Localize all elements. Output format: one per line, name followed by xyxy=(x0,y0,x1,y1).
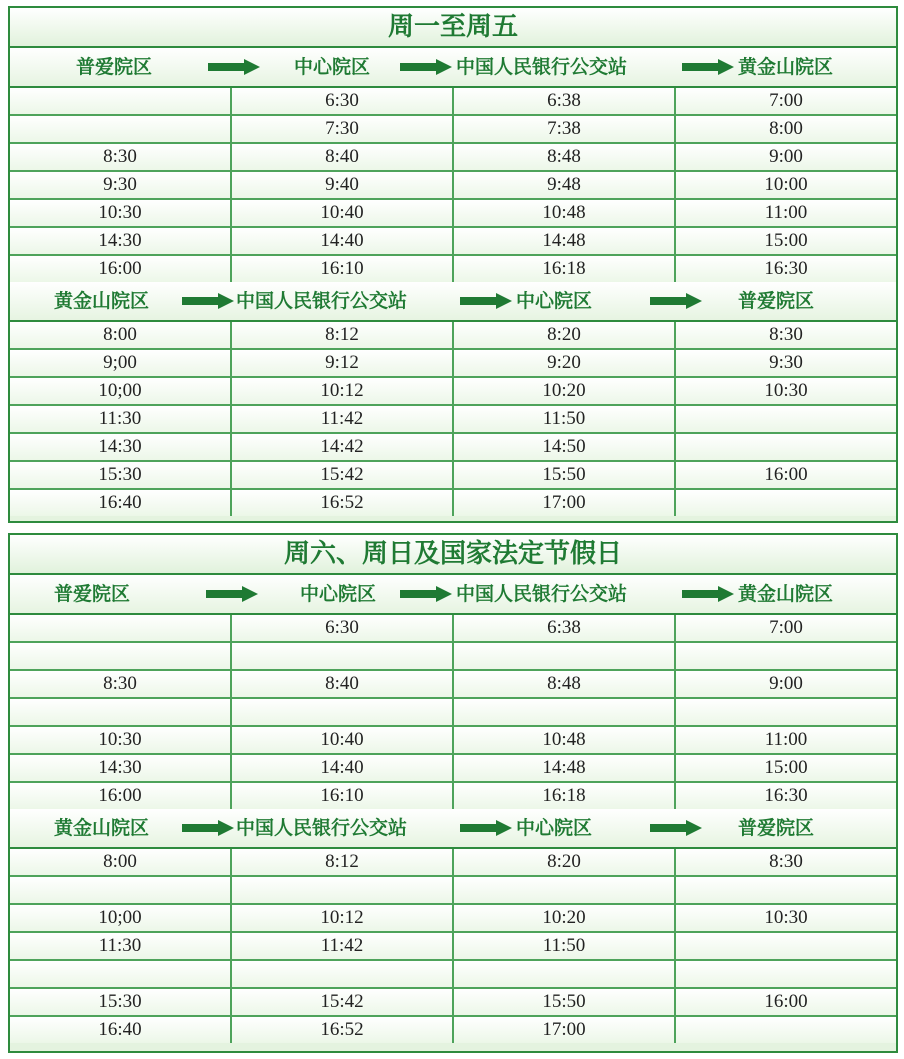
time-cell: 9:30 xyxy=(769,352,803,373)
time-cell: 16:30 xyxy=(764,785,808,806)
time-cell: 14:30 xyxy=(10,755,232,781)
table-row xyxy=(10,1017,896,1043)
arrow-right-icon xyxy=(682,59,734,75)
time-cell: 8:30 xyxy=(10,144,232,170)
time-cell: 14:48 xyxy=(454,228,676,254)
time-cell: 9:20 xyxy=(454,350,676,376)
route-stop: 中国人民银行公交站 xyxy=(236,817,408,839)
route-stop: 黄金山院区 xyxy=(738,583,834,605)
time-cell: 9:00 xyxy=(769,146,803,167)
time-cell xyxy=(232,643,454,669)
weekend-inbound-times xyxy=(10,849,896,1043)
time-cell: 8:00 xyxy=(769,118,803,139)
weekday-inbound-route-header xyxy=(10,282,896,322)
time-cell xyxy=(232,877,454,903)
time-cell: 7:38 xyxy=(454,116,676,142)
time-cell: 9:30 xyxy=(10,172,232,198)
time-cell: 16:00 xyxy=(10,783,232,809)
time-cell: 15:00 xyxy=(764,230,808,251)
time-cell: 6:30 xyxy=(232,88,454,114)
time-cell: 14:50 xyxy=(454,434,676,460)
table-row xyxy=(10,615,896,643)
time-cell: 10;00 xyxy=(10,905,232,931)
time-cell: 9:00 xyxy=(769,673,803,694)
time-cell: 10:40 xyxy=(232,727,454,753)
time-cell: 16:52 xyxy=(232,490,454,516)
arrow-right-icon xyxy=(182,293,234,309)
weekday-title: 周一至周五 xyxy=(10,8,896,48)
route-stop: 普爱院区 xyxy=(54,583,131,605)
time-cell: 8:30 xyxy=(769,324,803,345)
time-cell xyxy=(676,933,896,959)
time-cell: 11:00 xyxy=(764,729,808,750)
time-cell: 8:30 xyxy=(769,851,803,872)
time-cell: 14:42 xyxy=(232,434,454,460)
time-cell: 8:12 xyxy=(232,322,454,348)
time-cell: 14:48 xyxy=(454,755,676,781)
table-row xyxy=(10,727,896,755)
time-cell xyxy=(10,615,232,641)
time-cell: 8:00 xyxy=(10,849,232,875)
time-cell: 16:10 xyxy=(232,256,454,282)
time-cell xyxy=(232,699,454,725)
route-stop: 中国人民银行公交站 xyxy=(236,290,408,312)
time-cell: 11:42 xyxy=(232,933,454,959)
weekend-inbound-route-header xyxy=(10,809,896,849)
time-cell: 8:12 xyxy=(232,849,454,875)
time-cell xyxy=(676,406,896,432)
time-cell: 7:30 xyxy=(232,116,454,142)
time-cell: 10:00 xyxy=(764,174,808,195)
time-cell xyxy=(676,643,896,669)
time-cell: 8:48 xyxy=(454,144,676,170)
table-row xyxy=(10,490,896,516)
weekday-outbound-route-header xyxy=(10,48,896,88)
time-cell: 8:40 xyxy=(232,671,454,697)
time-cell: 6:38 xyxy=(454,88,676,114)
time-cell: 17:00 xyxy=(454,490,676,516)
time-cell: 9:48 xyxy=(454,172,676,198)
time-cell: 14:40 xyxy=(232,228,454,254)
time-cell: 10:48 xyxy=(454,200,676,226)
time-cell: 16:00 xyxy=(10,256,232,282)
table-row xyxy=(10,116,896,144)
weekday-schedule-panel xyxy=(8,6,898,523)
time-cell: 16:52 xyxy=(232,1017,454,1043)
table-row xyxy=(10,849,896,877)
time-cell: 10:12 xyxy=(232,905,454,931)
time-cell: 17:00 xyxy=(454,1017,676,1043)
arrow-right-icon xyxy=(208,59,260,75)
time-cell: 8:48 xyxy=(454,671,676,697)
arrow-right-icon xyxy=(682,586,734,602)
table-row xyxy=(10,256,896,282)
time-cell: 8:30 xyxy=(10,671,232,697)
table-row xyxy=(10,933,896,961)
route-stop: 中心院区 xyxy=(516,290,593,312)
table-row xyxy=(10,643,896,671)
table-row xyxy=(10,671,896,699)
table-row xyxy=(10,172,896,200)
time-cell xyxy=(10,699,232,725)
time-cell xyxy=(232,961,454,987)
table-row xyxy=(10,961,896,989)
time-cell: 10:30 xyxy=(10,727,232,753)
time-cell: 16:00 xyxy=(764,991,808,1012)
time-cell: 10:20 xyxy=(454,378,676,404)
arrow-right-icon xyxy=(400,59,452,75)
table-row xyxy=(10,144,896,172)
time-cell: 16:10 xyxy=(232,783,454,809)
route-stop: 中国人民银行公交站 xyxy=(456,56,628,78)
table-row xyxy=(10,88,896,116)
route-stop: 黄金山院区 xyxy=(738,56,834,78)
time-cell xyxy=(454,877,676,903)
time-cell: 16:18 xyxy=(454,783,676,809)
table-row xyxy=(10,228,896,256)
arrow-right-icon xyxy=(650,820,702,836)
time-cell: 10:12 xyxy=(232,378,454,404)
time-cell: 15:30 xyxy=(10,989,232,1015)
weekend-outbound-times xyxy=(10,615,896,809)
time-cell: 10:30 xyxy=(10,200,232,226)
weekend-holiday-schedule-panel xyxy=(8,533,898,1053)
table-row xyxy=(10,350,896,378)
time-cell xyxy=(676,1017,896,1043)
time-cell: 11:00 xyxy=(764,202,808,223)
time-cell: 15:42 xyxy=(232,989,454,1015)
route-stop: 中心院区 xyxy=(300,583,377,605)
table-row xyxy=(10,699,896,727)
time-cell: 6:38 xyxy=(454,615,676,641)
table-row xyxy=(10,989,896,1017)
time-cell: 7:00 xyxy=(769,90,803,111)
time-cell xyxy=(676,961,896,987)
table-row xyxy=(10,783,896,809)
time-cell: 15:30 xyxy=(10,462,232,488)
time-cell: 6:30 xyxy=(232,615,454,641)
time-cell: 9:40 xyxy=(232,172,454,198)
arrow-right-icon xyxy=(460,293,512,309)
arrow-right-icon xyxy=(206,586,258,602)
time-cell xyxy=(676,490,896,516)
time-cell: 9;00 xyxy=(10,350,232,376)
time-cell xyxy=(676,699,896,725)
route-stop: 黄金山院区 xyxy=(54,290,150,312)
arrow-right-icon xyxy=(460,820,512,836)
time-cell xyxy=(10,88,232,114)
time-cell xyxy=(454,961,676,987)
route-stop: 普爱院区 xyxy=(738,817,815,839)
time-cell: 9:12 xyxy=(232,350,454,376)
time-cell: 15:42 xyxy=(232,462,454,488)
table-row xyxy=(10,406,896,434)
time-cell: 16:40 xyxy=(10,490,232,516)
time-cell: 16:40 xyxy=(10,1017,232,1043)
time-cell: 14:30 xyxy=(10,434,232,460)
weekday-outbound-times xyxy=(10,88,896,282)
time-cell xyxy=(10,116,232,142)
table-row xyxy=(10,755,896,783)
time-cell xyxy=(676,434,896,460)
time-cell: 11:42 xyxy=(232,406,454,432)
time-cell: 8:20 xyxy=(454,322,676,348)
table-row xyxy=(10,462,896,490)
time-cell: 8:20 xyxy=(454,849,676,875)
weekend-outbound-route-header xyxy=(10,575,896,615)
time-cell: 15:50 xyxy=(454,462,676,488)
time-cell: 10;00 xyxy=(10,378,232,404)
table-row xyxy=(10,877,896,905)
time-cell xyxy=(454,699,676,725)
time-cell xyxy=(676,877,896,903)
time-cell xyxy=(454,643,676,669)
time-cell: 10:30 xyxy=(764,907,808,928)
time-cell: 11:30 xyxy=(10,406,232,432)
table-row xyxy=(10,434,896,462)
table-row xyxy=(10,378,896,406)
time-cell: 10:40 xyxy=(232,200,454,226)
time-cell: 10:48 xyxy=(454,727,676,753)
time-cell xyxy=(10,877,232,903)
arrow-right-icon xyxy=(182,820,234,836)
arrow-right-icon xyxy=(650,293,702,309)
time-cell: 7:00 xyxy=(769,617,803,638)
time-cell: 11:50 xyxy=(454,933,676,959)
time-cell: 11:50 xyxy=(454,406,676,432)
table-row xyxy=(10,200,896,228)
route-stop: 普爱院区 xyxy=(738,290,815,312)
route-stop: 普爱院区 xyxy=(76,56,153,78)
time-cell: 10:30 xyxy=(764,380,808,401)
route-stop: 中心院区 xyxy=(516,817,593,839)
time-cell xyxy=(10,961,232,987)
time-cell: 16:18 xyxy=(454,256,676,282)
time-cell: 8:40 xyxy=(232,144,454,170)
weekday-inbound-times xyxy=(10,322,896,516)
time-cell: 8:00 xyxy=(10,322,232,348)
time-cell: 14:40 xyxy=(232,755,454,781)
time-cell: 14:30 xyxy=(10,228,232,254)
time-cell: 11:30 xyxy=(10,933,232,959)
time-cell xyxy=(10,643,232,669)
table-row xyxy=(10,905,896,933)
time-cell: 15:00 xyxy=(764,757,808,778)
route-stop: 中心院区 xyxy=(294,56,371,78)
weekend-title: 周六、周日及国家法定节假日 xyxy=(10,535,896,575)
route-stop: 中国人民银行公交站 xyxy=(456,583,628,605)
route-stop: 黄金山院区 xyxy=(54,817,150,839)
arrow-right-icon xyxy=(400,586,452,602)
time-cell: 16:30 xyxy=(764,258,808,279)
table-row xyxy=(10,322,896,350)
time-cell: 10:20 xyxy=(454,905,676,931)
time-cell: 16:00 xyxy=(764,464,808,485)
time-cell: 15:50 xyxy=(454,989,676,1015)
